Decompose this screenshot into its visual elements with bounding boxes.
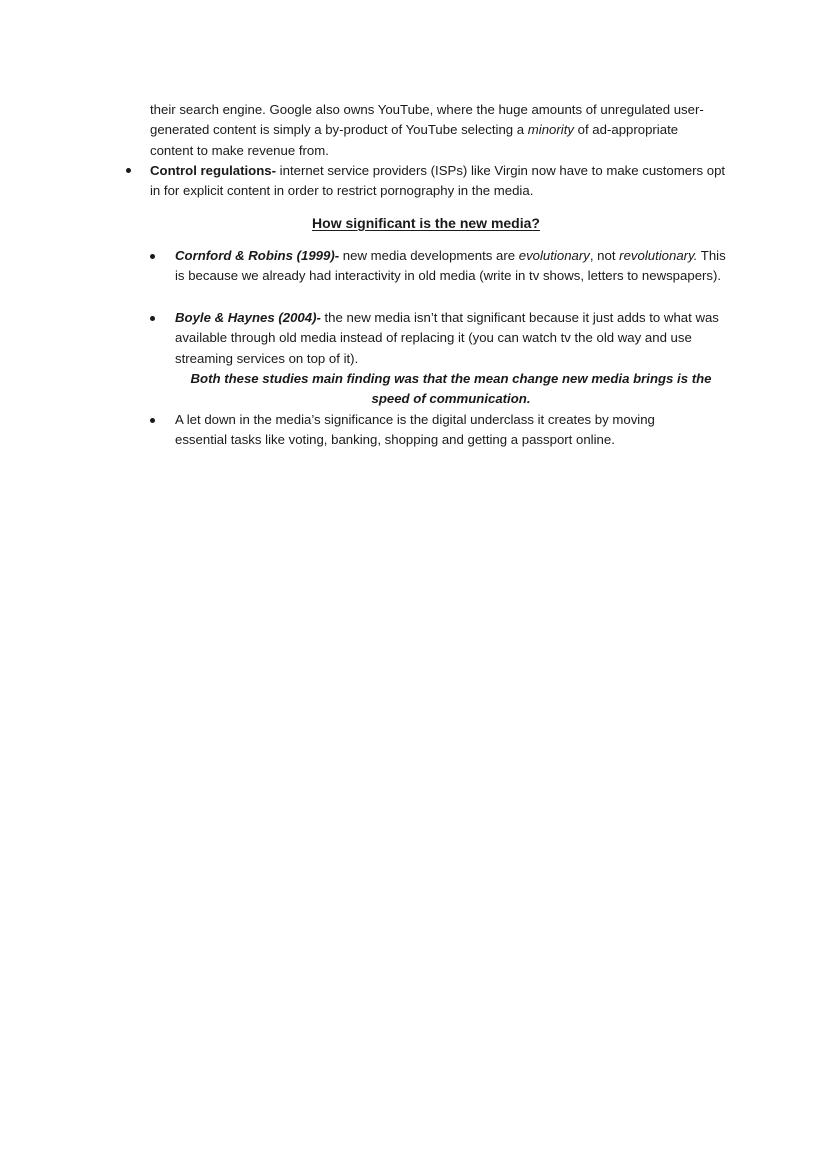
cornford-robins-item: Cornford & Robins (1999)- new media developments are evolutionary, not revolutionary. This is because we already had interactivity in old media (write in tv shows, letters to newspapers). bbox=[175, 248, 726, 284]
section-heading: How significant is the new media? bbox=[312, 215, 540, 231]
control-regulations-item: Control regulations- internet service providers (ISPs) like Virgin now have to make customers opt in for explicit content in order to restrict pornography in the media. bbox=[150, 163, 726, 199]
boyle-haynes-item: Boyle & Haynes (2004)- the new media isn’t that significant because it just adds to what was available through old media instead of replacing it (you can watch tv the old way and use streaming services on top of it). bbox=[175, 310, 719, 366]
studies-finding: Both these studies main finding was that the mean change new media brings is the speed of communication. bbox=[190, 371, 712, 407]
bullet-icon bbox=[150, 254, 155, 259]
digital-underclass-item: A let down in the media’s significance is the digital underclass it creates by moving essential tasks like voting, banking, shopping and getting a passport online. bbox=[175, 412, 655, 448]
bullet-icon bbox=[150, 316, 155, 321]
bullet-icon bbox=[150, 418, 155, 423]
continuation-paragraph: their search engine. Google also owns YouTube, where the huge amounts of unregulated user-generated content is simply a by-product of YouTube selecting a minority of ad-appropriate content to make revenue from. bbox=[150, 102, 704, 158]
bullet-icon bbox=[126, 168, 131, 173]
